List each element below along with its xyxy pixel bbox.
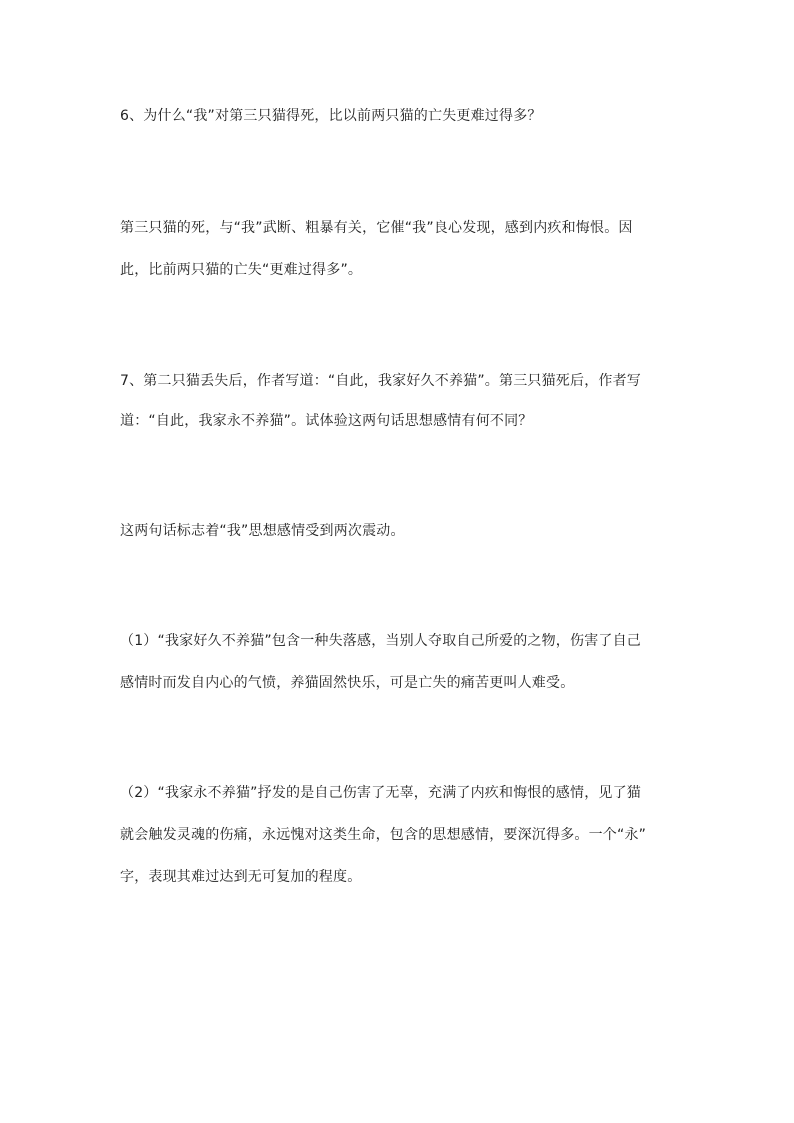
answer-7-point-1-line-2: 感情时而发自内心的气愤，养猫固然快乐，可是亡失的痛苦更叫人难受。 bbox=[120, 675, 575, 691]
question-7-line-1: 7、第二只猫丢失后，作者写道：“自此，我家好久不养猫”。第三只猫死后，作者写 bbox=[120, 373, 642, 389]
answer-6-line-2: 此，比前两只猫的亡失“更难过得多”。 bbox=[120, 262, 363, 278]
answer-6-line-1: 第三只猫的死，与“我”武断、粗暴有关，它催“我”良心发现，感到内疚和悔恨。因 bbox=[120, 220, 633, 236]
answer-7-point-2-line-1: （2）“我家永不养猫”抒发的是自己伤害了无辜，充满了内疚和悔恨的感情，见了猫 bbox=[120, 785, 642, 801]
answer-7-point-2-line-3: 字，表现其难过达到无可复加的程度。 bbox=[120, 869, 362, 885]
answer-7-point-1-line-1: （1）“我家好久不养猫”包含一种失落感，当别人夺取自己所爱的之物，伤害了自己 bbox=[120, 633, 642, 649]
question-7-line-2: 道：“自此，我家永不养猫”。试体验这两句话思想感情有何不同？ bbox=[120, 413, 533, 429]
question-6-line: 6、为什么“我”对第三只猫得死，比以前两只猫的亡失更难过得多？ bbox=[120, 108, 542, 124]
answer-7-intro: 这两句话标志着“我”思想感情受到两次震动。 bbox=[120, 523, 405, 539]
answer-7-point-2-line-2: 就会触发灵魂的伤痛，永远愧对这类生命，包含的思想感情，要深沉得多。一个“永” bbox=[120, 827, 647, 843]
